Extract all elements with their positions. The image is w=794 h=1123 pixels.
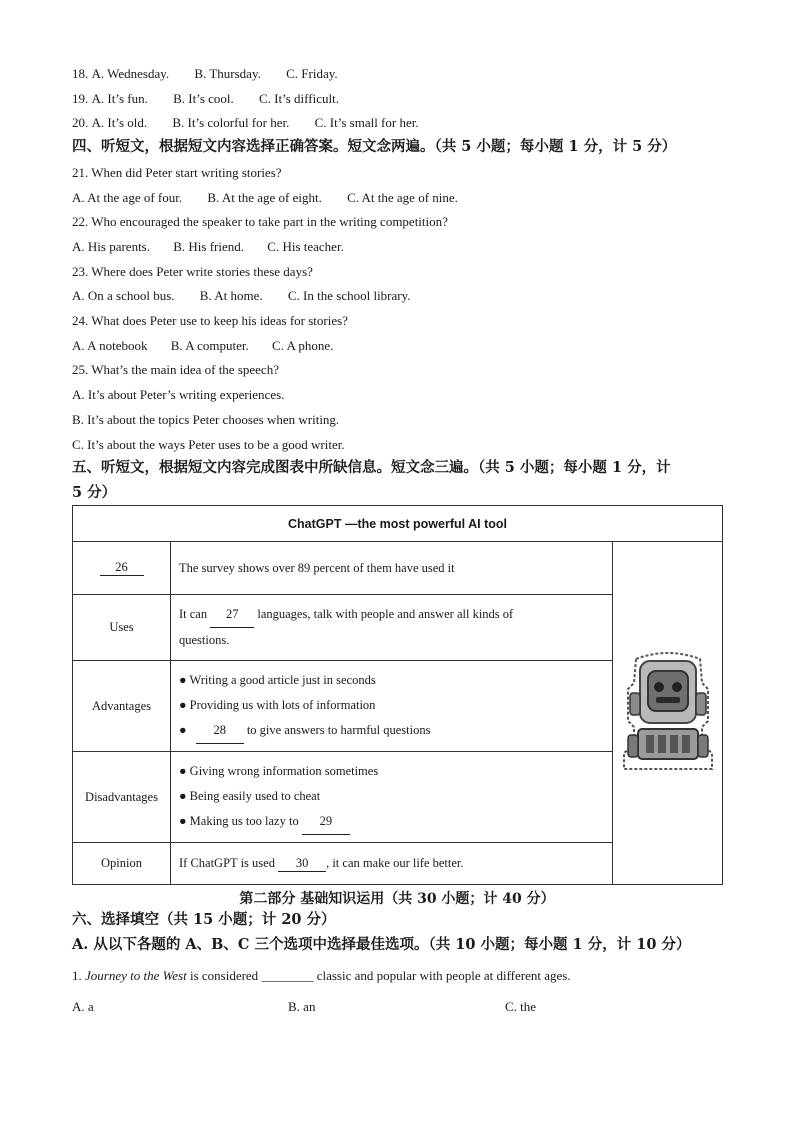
option-a: A. It’s fun. <box>91 91 148 106</box>
row-content: The survey shows over 89 percent of them have used it <box>171 542 613 595</box>
table-title: ChatGPT —the most powerful AI tool <box>73 506 723 542</box>
question-number: 18. <box>72 66 89 81</box>
question-1-option-a: A. a <box>72 999 94 1014</box>
section-5-heading-line1: 五、听短文，根据短文内容完成图表中所缺信息。短文念三遍。（共 5 小题；每小题 1 分，计 <box>72 459 671 476</box>
row-label-uses: Uses <box>73 595 171 661</box>
option-a: A. His parents. <box>72 239 150 254</box>
row-label-disadvantages: Disadvantages <box>73 752 171 843</box>
question-1-stem <box>72 968 571 984</box>
question-1-option-b: B. an <box>288 999 316 1014</box>
advantage-item: ● Providing us with lots of information <box>179 698 376 712</box>
info-chart-table <box>72 505 723 885</box>
question-22-options <box>72 239 344 255</box>
option-c: C. In the school library. <box>287 288 411 303</box>
row-content <box>171 661 613 752</box>
option-b: B. It’s cool. <box>173 91 234 106</box>
row-label-advantages: Advantages <box>73 661 171 752</box>
option-b: B. It’s colorful for her. <box>172 115 290 130</box>
blank-30: 30 <box>278 856 326 872</box>
option-c: C. His teacher. <box>267 239 344 254</box>
question-23-stem: 23. Where does Peter write stories these days? <box>72 264 313 279</box>
table-title-row <box>73 506 723 542</box>
question-number: 1. <box>72 968 85 983</box>
row-content <box>171 595 613 661</box>
section-5-heading-line2: 5 分） <box>72 484 117 501</box>
question-number: 19. <box>72 91 89 106</box>
disadvantage-item: ● Being easily used to cheat <box>179 789 321 803</box>
row-content <box>171 843 613 885</box>
text: is considered <box>186 968 262 983</box>
text: It can <box>179 607 211 621</box>
option-b: B. At the age of eight. <box>207 190 322 205</box>
answer-blank: ________ <box>261 968 314 983</box>
question-25-option-a: A. It’s about Peter’s writing experiences. <box>72 387 285 402</box>
option-a: A. Wednesday. <box>91 66 170 81</box>
option-c: C. A phone. <box>271 338 334 353</box>
advantage-item <box>179 718 604 744</box>
text: If ChatGPT is used <box>179 855 279 870</box>
question-24-stem: 24. What does Peter use to keep his ideas for stories? <box>72 313 348 328</box>
option-c: C. It’s difficult. <box>259 91 339 106</box>
section-4-heading: 四、听短文，根据短文内容选择正确答案。短文念两遍。（共 5 小题；每小题 1 分，计 5 分） <box>72 138 677 155</box>
question-19 <box>72 91 339 107</box>
question-20 <box>72 115 419 131</box>
option-b: B. A computer. <box>170 338 249 353</box>
row-content <box>171 752 613 843</box>
text: languages, talk with people and answer all kinds of <box>254 607 514 621</box>
part-title-text: 第二部分 基础知识运用（共 30 小题；计 40 分） <box>239 891 555 907</box>
question-1-option-c: C. the <box>505 999 537 1014</box>
disadvantage-item <box>179 809 604 835</box>
row-label-blank <box>73 542 171 595</box>
blank-28: 28 <box>196 718 244 744</box>
option-b: B. His friend. <box>173 239 245 254</box>
question-21-options <box>72 190 458 206</box>
option-b: B. At home. <box>199 288 263 303</box>
question-22-stem: 22. Who encouraged the speaker to take part in the writing competition? <box>72 214 448 229</box>
option-a: A. It’s old. <box>91 115 148 130</box>
question-25-option-b: B. It’s about the topics Peter chooses when writing. <box>72 412 340 427</box>
row-label-opinion: Opinion <box>73 843 171 885</box>
book-title: Journey to the West <box>85 968 187 983</box>
question-23-options <box>72 288 411 304</box>
question-25-option-c: C. It’s about the ways Peter uses to be a good writer. <box>72 437 345 452</box>
option-a: A. At the age of four. <box>72 190 183 205</box>
blank-27: 27 <box>210 602 254 628</box>
section-6-heading: 六、选择填空（共 15 小题；计 20 分） <box>72 911 336 928</box>
robot-icon <box>622 649 714 773</box>
question-24-options <box>72 338 333 354</box>
question-25-stem: 25. What’s the main idea of the speech? <box>72 362 279 377</box>
bullet: ● <box>179 723 187 737</box>
option-c: C. It’s small for her. <box>314 115 419 130</box>
advantage-item: ● Writing a good article just in seconds <box>179 673 376 687</box>
option-c: C. Friday. <box>286 66 338 81</box>
option-b: B. Thursday. <box>194 66 261 81</box>
option-c: C. At the age of nine. <box>347 190 458 205</box>
table-row <box>73 542 723 595</box>
text: questions. <box>179 633 230 647</box>
section-6-subheading: A. 从以下各题的 A、B、C 三个选项中选择最佳选项。（共 10 小题；每小题 1 分，计 10 分） <box>72 936 691 953</box>
text: to give answers to harmful questions <box>243 723 431 737</box>
question-21-stem: 21. When did Peter start writing stories? <box>72 165 282 180</box>
text: , it can make our life better. <box>326 855 464 870</box>
text: classic and popular with people at different ages. <box>313 968 571 983</box>
robot-illustration-cell <box>613 542 723 885</box>
option-a: A. A notebook <box>72 338 148 353</box>
question-number: 20. <box>72 115 89 130</box>
question-18 <box>72 66 338 82</box>
disadvantage-item: ● Giving wrong information sometimes <box>179 764 379 778</box>
option-a: A. On a school bus. <box>72 288 175 303</box>
part-2-title <box>0 888 794 908</box>
text: ● Making us too lazy to <box>179 814 302 828</box>
blank-29: 29 <box>302 809 350 835</box>
blank-26: 26 <box>100 560 144 576</box>
